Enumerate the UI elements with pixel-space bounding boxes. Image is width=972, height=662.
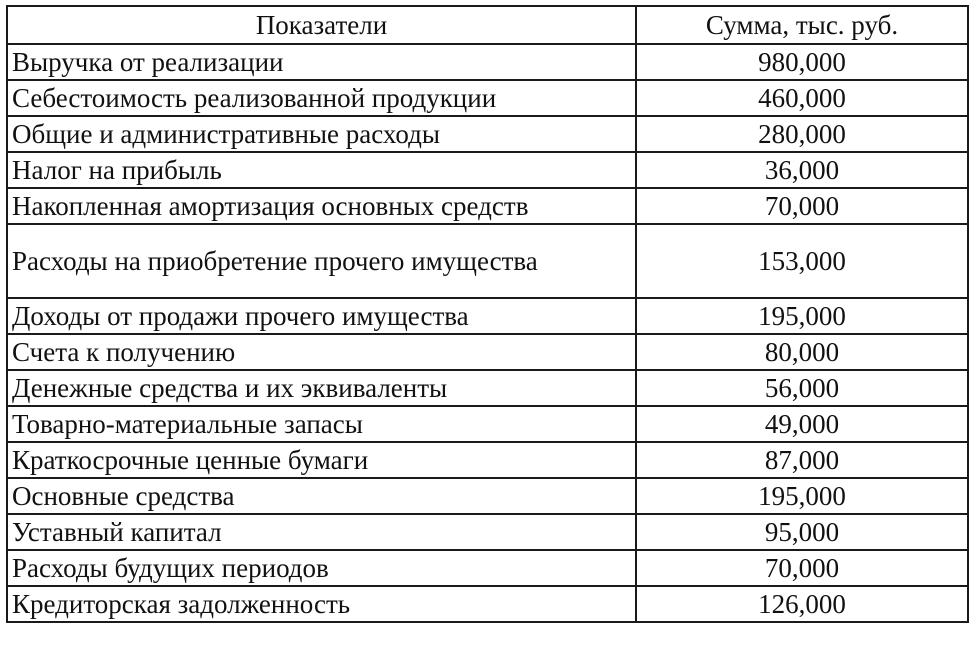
table-row (7, 370, 968, 406)
table-row (7, 298, 968, 334)
indicator-cell: Денежные средства и их эквиваленты (7, 370, 636, 406)
indicator-cell: Краткосрочные ценные бумаги (7, 442, 636, 478)
table-row (7, 514, 968, 550)
amount-cell: 80,000 (636, 334, 968, 370)
financial-indicators-table (6, 5, 969, 623)
indicator-cell: Расходы будущих периодов (7, 550, 636, 586)
indicator-cell: Налог на прибыль (7, 152, 636, 188)
indicator-cell: Основные средства (7, 478, 636, 514)
indicator-cell: Доходы от продажи прочего имущества (7, 298, 636, 334)
table-row (7, 406, 968, 442)
table-row (7, 224, 968, 298)
amount-cell: 56,000 (636, 370, 968, 406)
amount-cell: 980,000 (636, 44, 968, 80)
indicator-cell: Кредиторская задолженность (7, 586, 636, 622)
table-row (7, 478, 968, 514)
indicator-cell: Товарно-материальные запасы (7, 406, 636, 442)
amount-cell: 49,000 (636, 406, 968, 442)
amount-cell: 36,000 (636, 152, 968, 188)
amount-cell: 70,000 (636, 550, 968, 586)
indicator-cell: Себестоимость реализованной продукции (7, 80, 636, 116)
amount-cell: 87,000 (636, 442, 968, 478)
table-row (7, 442, 968, 478)
table-row (7, 80, 968, 116)
table-header-row (7, 6, 968, 44)
indicator-cell: Накопленная амортизация основных средств (7, 188, 636, 224)
amount-cell: 153,000 (636, 224, 968, 298)
table-row (7, 152, 968, 188)
indicator-cell: Расходы на приобретение прочего имущества (7, 224, 636, 298)
indicator-cell: Счета к получению (7, 334, 636, 370)
table-row (7, 334, 968, 370)
amount-cell: 280,000 (636, 116, 968, 152)
amount-cell: 126,000 (636, 586, 968, 622)
indicator-cell: Уставный капитал (7, 514, 636, 550)
table-row (7, 44, 968, 80)
table-row (7, 116, 968, 152)
indicator-cell: Общие и административные расходы (7, 116, 636, 152)
amount-cell: 460,000 (636, 80, 968, 116)
table-row (7, 550, 968, 586)
header-indicator: Показатели (7, 6, 636, 44)
amount-cell: 195,000 (636, 478, 968, 514)
table-row (7, 586, 968, 622)
amount-cell: 70,000 (636, 188, 968, 224)
table-row (7, 188, 968, 224)
amount-cell: 95,000 (636, 514, 968, 550)
amount-cell: 195,000 (636, 298, 968, 334)
header-amount: Сумма, тыс. руб. (636, 6, 968, 44)
indicator-cell: Выручка от реализации (7, 44, 636, 80)
